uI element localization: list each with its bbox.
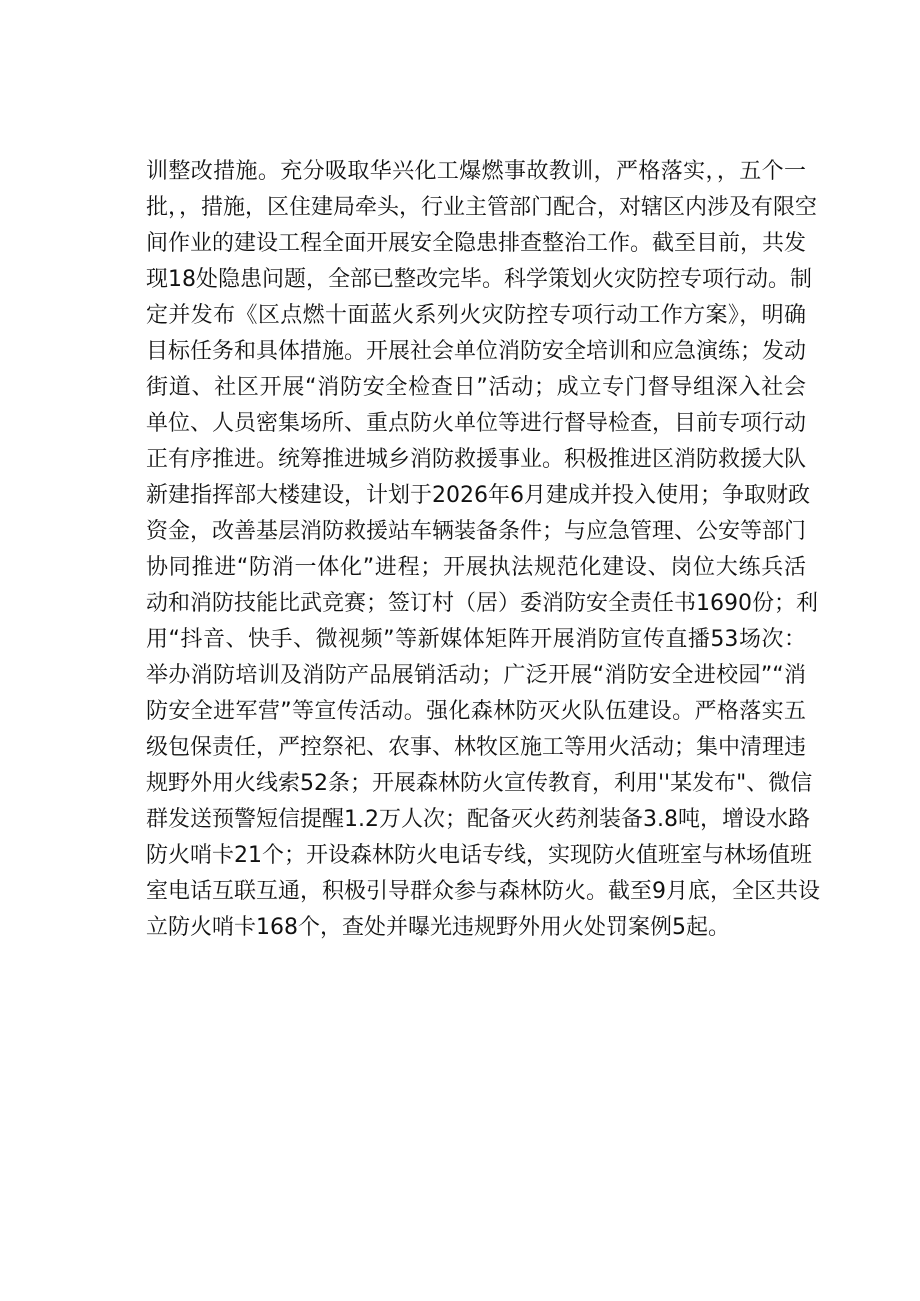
text-line: 防安全进军营”等宣传活动。强化森林防灭火队伍建设。严格落实五 (146, 699, 806, 724)
text-line: 室电话互联互通，积极引导群众参与森林防火。截至9月底，全区共设 (146, 879, 820, 904)
text-line: 目标任务和具体措施。开展社会单位消防安全培训和应急演练；发动 (146, 339, 807, 364)
text-line: 新建指挥部大楼建设，计划于2026年6月建成并投入使用；争取财政 (146, 483, 810, 508)
text-line: 定并发布《区点燃十面蓝火系列火灾防控专项行动工作方案》，明确 (146, 303, 806, 328)
text-line: 间作业的建设工程全面开展安全隐患排查整治工作。截至目前，共发 (146, 231, 807, 256)
body-paragraph (146, 154, 820, 946)
text-line: 协同推进“防消一体化”进程；开展执法规范化建设、岗位大练兵活 (146, 555, 806, 580)
text-line: 举办消防培训及消防产品展销活动；广泛开展“消防安全进校园”“消 (146, 663, 806, 688)
text-line: 级包保责任，严控祭祀、农事、林牧区施工等用火活动；集中清理违 (146, 735, 807, 760)
text-line: 资金，改善基层消防救援站车辆装备条件；与应急管理、公安等部门 (146, 519, 807, 544)
text-line: 群发送预警短信提醒1.2万人次；配备灭火药剂装备3.8吨，增设水路 (146, 807, 810, 832)
text-line: 正有序推进。统筹推进城乡消防救援事业。积极推进区消防救援大队 (146, 447, 807, 472)
text-line: 用“抖音、快手、微视频”等新媒体矩阵开展消防宣传直播53场次： (146, 627, 806, 652)
text-line: 现18处隐患问题，全部已整改完毕。科学策划火灾防控专项行动。制 (146, 267, 812, 292)
text-line: 防火哨卡21个；开设森林防火电话专线，实现防火值班室与林场值班 (146, 843, 812, 868)
text-line: 训整改措施。充分吸取华兴化工爆燃事故教训，严格落实，，五个一 (146, 159, 806, 184)
text-line: 立防火哨卡168个，查处并曝光违规野外用火处罚案例5起。 (146, 915, 730, 940)
text-line: 单位、人员密集场所、重点防火单位等进行督导检查，目前专项行动 (146, 411, 807, 436)
text-line: 规野外用火线索52条；开展森林防火宣传教育，利用''某发布"、微信 (146, 771, 813, 796)
text-line: 街道、社区开展“消防安全检查日”活动；成立专门督导组深入社会 (146, 375, 806, 400)
text-line: 批，，措施，区住建局牵头，行业主管部门配合，对辖区内涉及有限空 (146, 195, 818, 220)
text-line: 动和消防技能比武竞赛；签订村（居）委消防安全责任书1690份；利 (146, 591, 818, 616)
